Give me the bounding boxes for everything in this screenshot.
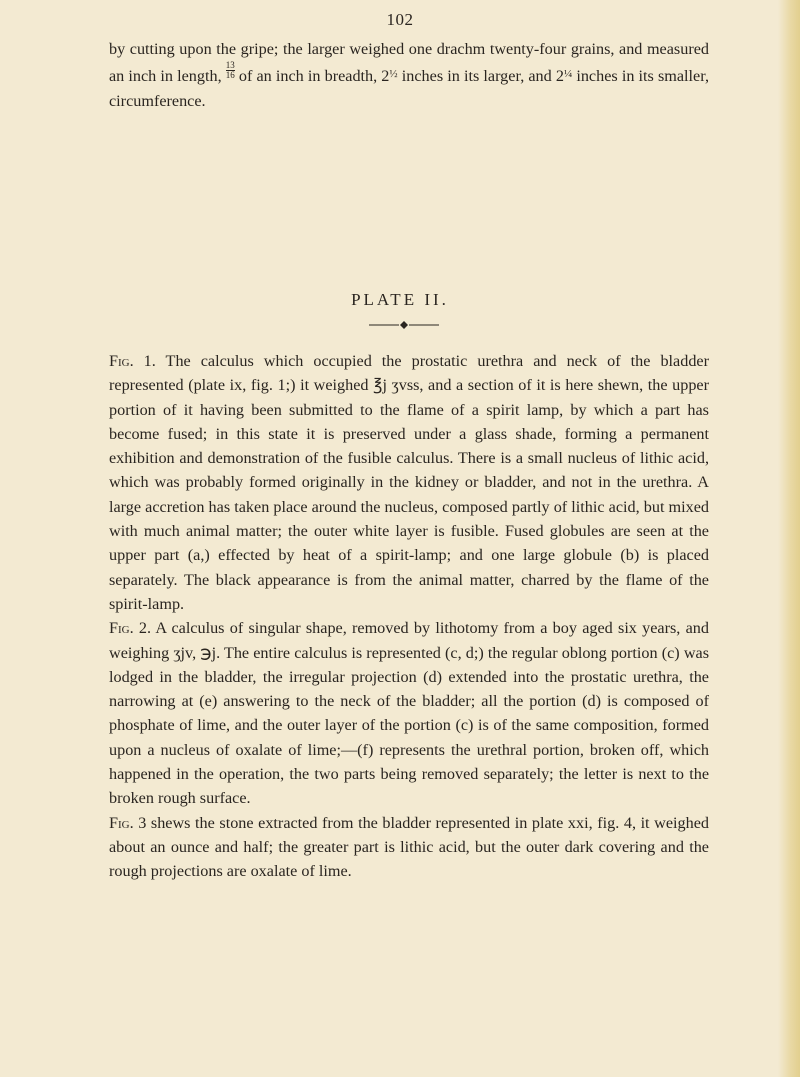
half-fraction: ½ — [389, 68, 398, 81]
intro-text-4: inches in its smaller, circumference. — [109, 67, 709, 110]
fraction-numerator: 13 — [225, 60, 235, 71]
figure-2-label: Fig. 2. — [109, 619, 152, 638]
figure-1-text: The calculus which occupied the prostatic urethra and neck of the bladder represented (plate ix, fig. 1;) it weighed ℥j ʒvss, and a section of it is here shewn, the upper portion of it having been submitted to the flame of a spirit lamp, by which a part has become fused; in this state it is preserved under a glass shade, forming a permanent exhibition and demonstration of the fusible calculus. There is a small nucleus of lithic acid, which was probably formed originally in the kidney or bladder, and not in the urethra. A large accretion has taken place around the nucleus, composed partly of lithic acid, but mixed with much animal matter; the outer white layer is fusible. Fused globules are seen at the upper part (a,) effected by heat of a spirit-lamp; and one large globule (b) is placed separately. The black appearance is from the animal matter, charred by the flame of the spirit-lamp. — [109, 352, 709, 613]
figures-section — [109, 349, 709, 884]
fraction — [226, 61, 235, 80]
intro-paragraph — [109, 37, 709, 113]
page-edge — [778, 0, 800, 1077]
figure-2-paragraph — [109, 616, 709, 810]
intro-text-1: by cutting upon the gripe; the larger weighed one drachm twenty-four grains, and measured an inch in length, — [109, 40, 709, 86]
fraction-denominator: 16 — [225, 70, 235, 81]
intro-text-3: inches in its larger, and 2 — [397, 67, 564, 86]
figure-2-text: A calculus of singular shape, removed by lithotomy from a boy aged six years, and weighing ʒjv, ℈j. The entire calculus is represented (c, d;) the regular oblong portion (c) was lodged in the bladder, the irregular projection (d) extended into the prostatic urethra, the narrowing at (e) answering to the neck of the bladder; all the portion (d) is composed of phosphate of lime, and the outer layer of the portion (c) is of the same composition, formed upon a nucleus of oxalate of lime;—(f) represents the urethral portion, broken off, which happened in the operation, the two parts being removed separately; the letter is next to the broken rough surface. — [109, 619, 709, 808]
figure-1-label: Fig. 1. — [109, 352, 156, 370]
divider-ornament — [369, 320, 439, 330]
figure-3-paragraph — [109, 811, 709, 884]
quarter-fraction: ¼ — [563, 68, 573, 81]
figure-1-paragraph — [109, 349, 709, 616]
figure-3-text: shews the stone extracted from the bladder represented in plate xxi, fig. 4, it weighed about an ounce and half; the greater part is lithic acid, but the outer dark covering and the rough projections are oxalate of lime. — [109, 813, 709, 881]
plate-heading: PLATE II. — [351, 290, 449, 309]
figure-3-label: Fig. 3 — [109, 813, 147, 832]
intro-text-2: of an inch in breadth, 2 — [238, 67, 390, 86]
page-number: 102 — [386, 10, 414, 29]
